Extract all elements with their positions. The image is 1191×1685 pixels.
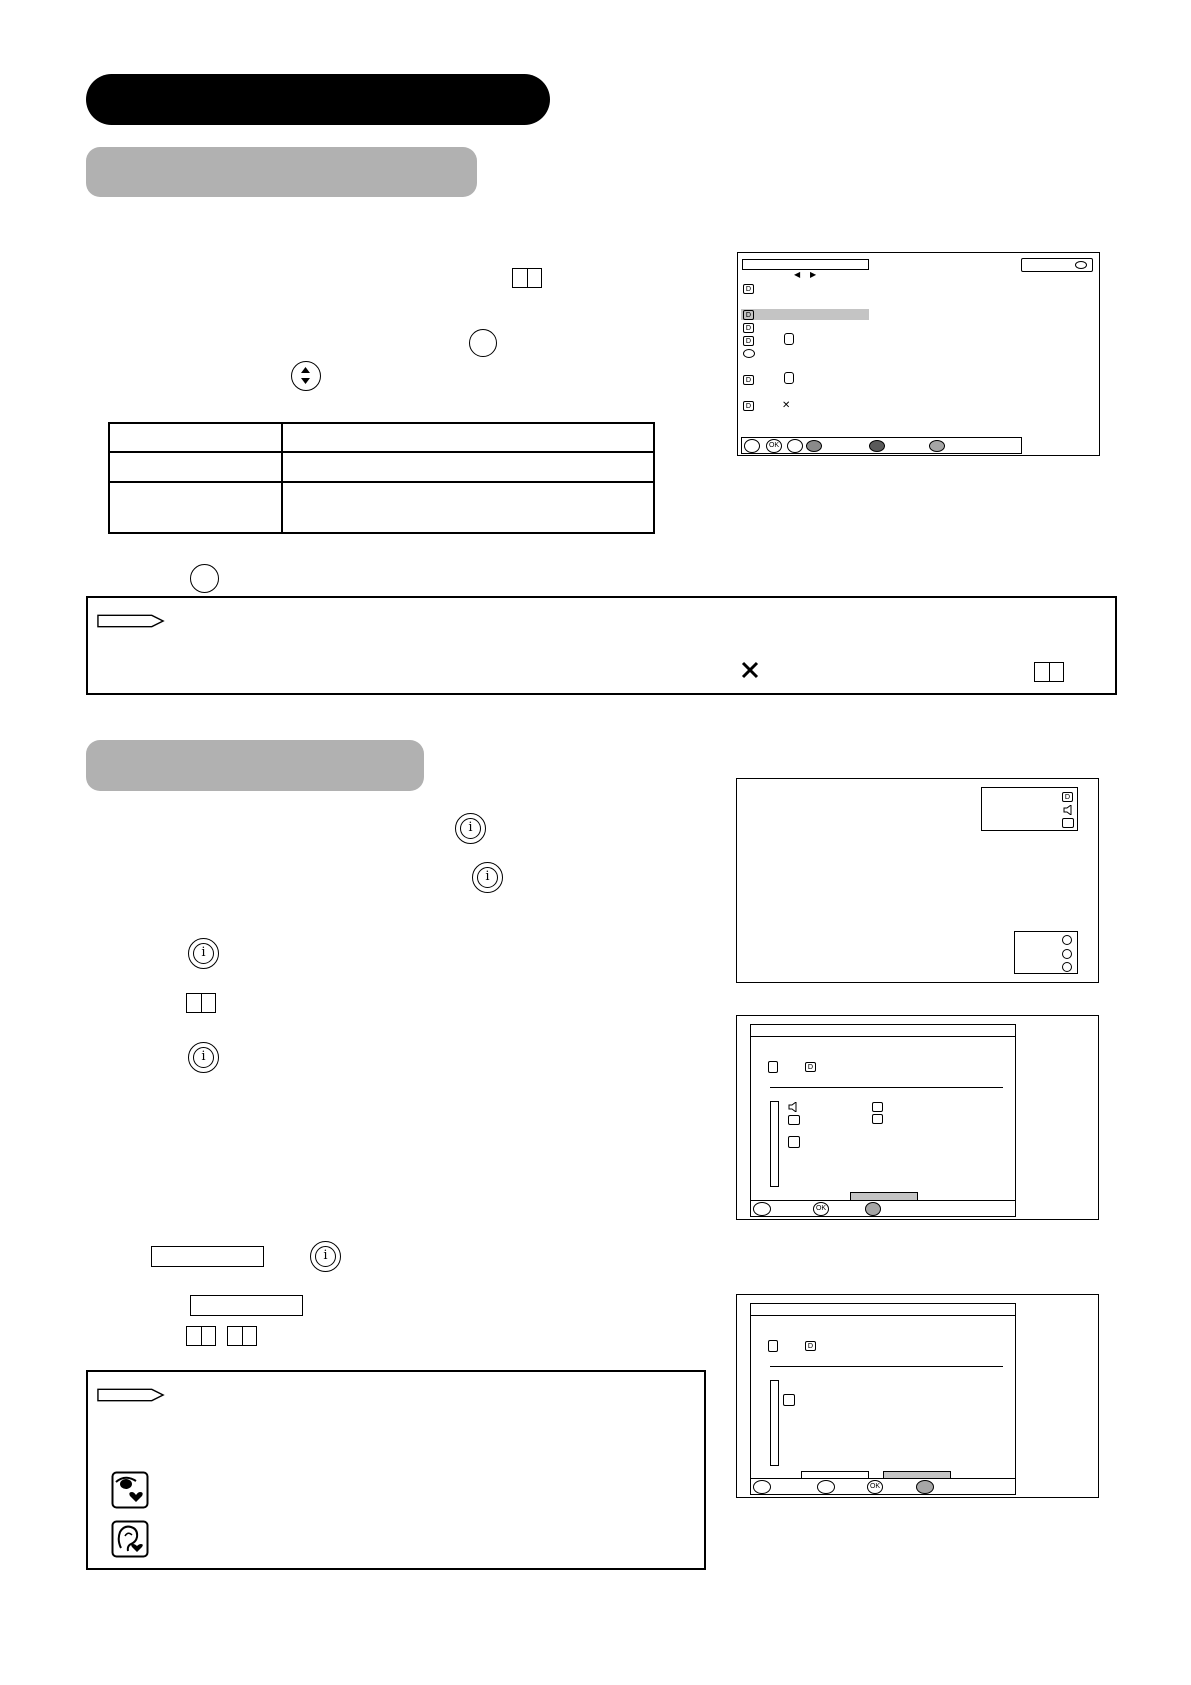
table-cell — [282, 452, 654, 482]
label-box — [151, 1246, 264, 1267]
up-down-arrow-button-icon — [291, 361, 321, 391]
note-box — [86, 596, 1117, 695]
left-right-icon — [817, 1480, 835, 1494]
info-banner-screen-illustration — [736, 778, 1099, 983]
back-icon — [787, 439, 803, 453]
subtitle-icon — [788, 1115, 800, 1125]
source-indicator — [1021, 258, 1093, 272]
tv-icon — [743, 349, 755, 358]
info-button-icon: i — [472, 862, 503, 893]
ok-icon: OK — [766, 439, 782, 453]
nav-bar — [750, 1478, 1016, 1495]
ok-icon: OK — [867, 1480, 883, 1494]
options-table — [108, 422, 655, 534]
digital-icon: D — [805, 1341, 816, 1351]
info-panel — [750, 1024, 1016, 1216]
channel-info-box — [981, 787, 1078, 831]
book-reference-icon — [186, 993, 216, 1013]
button-icon — [190, 564, 219, 593]
colour-button-icon — [916, 1480, 934, 1494]
scrollbar[interactable] — [770, 1380, 779, 1466]
table-cell — [282, 423, 654, 452]
info-button-icon: i — [188, 938, 219, 969]
digital-icon: D — [1062, 792, 1073, 802]
note-pencil-icon — [97, 1388, 165, 1402]
up-down-icon — [753, 1202, 771, 1216]
teletext-icon — [872, 1102, 883, 1112]
digital-icon: D — [743, 310, 754, 320]
ear-heart-icon — [111, 1520, 149, 1558]
parental-detail-screen-illustration — [736, 1294, 1099, 1498]
divider — [751, 1315, 1015, 1316]
speaker-icon — [1063, 805, 1073, 815]
timer-icon — [1062, 935, 1072, 945]
divider — [770, 1366, 1003, 1367]
colour-button-icon — [865, 1202, 881, 1216]
cross-icon: ✕ — [782, 400, 791, 411]
digital-icon: D — [743, 284, 754, 294]
clock-icon — [1062, 962, 1072, 972]
eye-heart-icon — [111, 1471, 149, 1509]
digital-icon: D — [743, 401, 754, 411]
divider — [770, 1087, 1003, 1088]
lock-icon — [784, 372, 794, 384]
highlight-row — [741, 309, 869, 320]
info-button-icon: i — [310, 1241, 341, 1272]
teletext-icon — [872, 1114, 883, 1124]
book-reference-icon — [227, 1326, 257, 1346]
info-plus-button-icon: i — [188, 1042, 219, 1073]
timer-icon — [1062, 949, 1072, 959]
subtitle-icon — [1062, 818, 1074, 828]
tv-icon — [1075, 261, 1087, 269]
section-1-heading — [86, 147, 477, 197]
yellow-button-icon — [929, 440, 945, 452]
digital-icon: D — [743, 375, 754, 385]
label-box — [190, 1295, 303, 1316]
note-box — [86, 1370, 706, 1570]
scrollbar[interactable] — [770, 1101, 779, 1187]
timer-info-box — [1014, 931, 1078, 974]
red-button-icon — [806, 440, 822, 452]
lock-icon — [768, 1061, 778, 1073]
digital-icon: D — [805, 1062, 816, 1072]
info-detail-screen-illustration — [736, 1015, 1099, 1220]
divider — [751, 1036, 1015, 1037]
left-arrow-icon: ◀ — [794, 270, 801, 279]
parental-icon — [783, 1394, 795, 1406]
book-reference-icon — [512, 268, 542, 288]
direction-pad-icon — [744, 439, 760, 453]
table-cell — [109, 423, 282, 452]
cross-icon — [741, 661, 759, 679]
speaker-icon — [788, 1102, 798, 1112]
section-2-heading — [86, 740, 424, 791]
button-icon — [469, 329, 497, 357]
book-reference-icon — [186, 1326, 216, 1346]
note-pencil-icon — [97, 614, 165, 628]
book-reference-icon — [1034, 662, 1064, 682]
menu-navigation-bar — [741, 437, 1022, 454]
table-cell — [109, 482, 282, 533]
table-cell — [282, 482, 654, 533]
page-title-bar — [86, 74, 550, 125]
green-button-icon — [869, 440, 885, 452]
digital-icon: D — [743, 336, 754, 346]
lock-icon — [784, 333, 794, 345]
parental-icon — [788, 1136, 800, 1148]
lock-icon — [768, 1340, 778, 1352]
right-arrow-icon: ▶ — [810, 270, 817, 279]
info-panel — [750, 1303, 1016, 1494]
menu-screen-illustration — [737, 252, 1100, 456]
up-down-icon — [753, 1480, 771, 1494]
menu-title-field — [742, 259, 869, 270]
info-button-icon: i — [455, 813, 486, 844]
digital-icon: D — [743, 323, 754, 333]
table-cell — [109, 452, 282, 482]
ok-icon: OK — [813, 1202, 829, 1216]
nav-bar — [750, 1200, 1016, 1217]
